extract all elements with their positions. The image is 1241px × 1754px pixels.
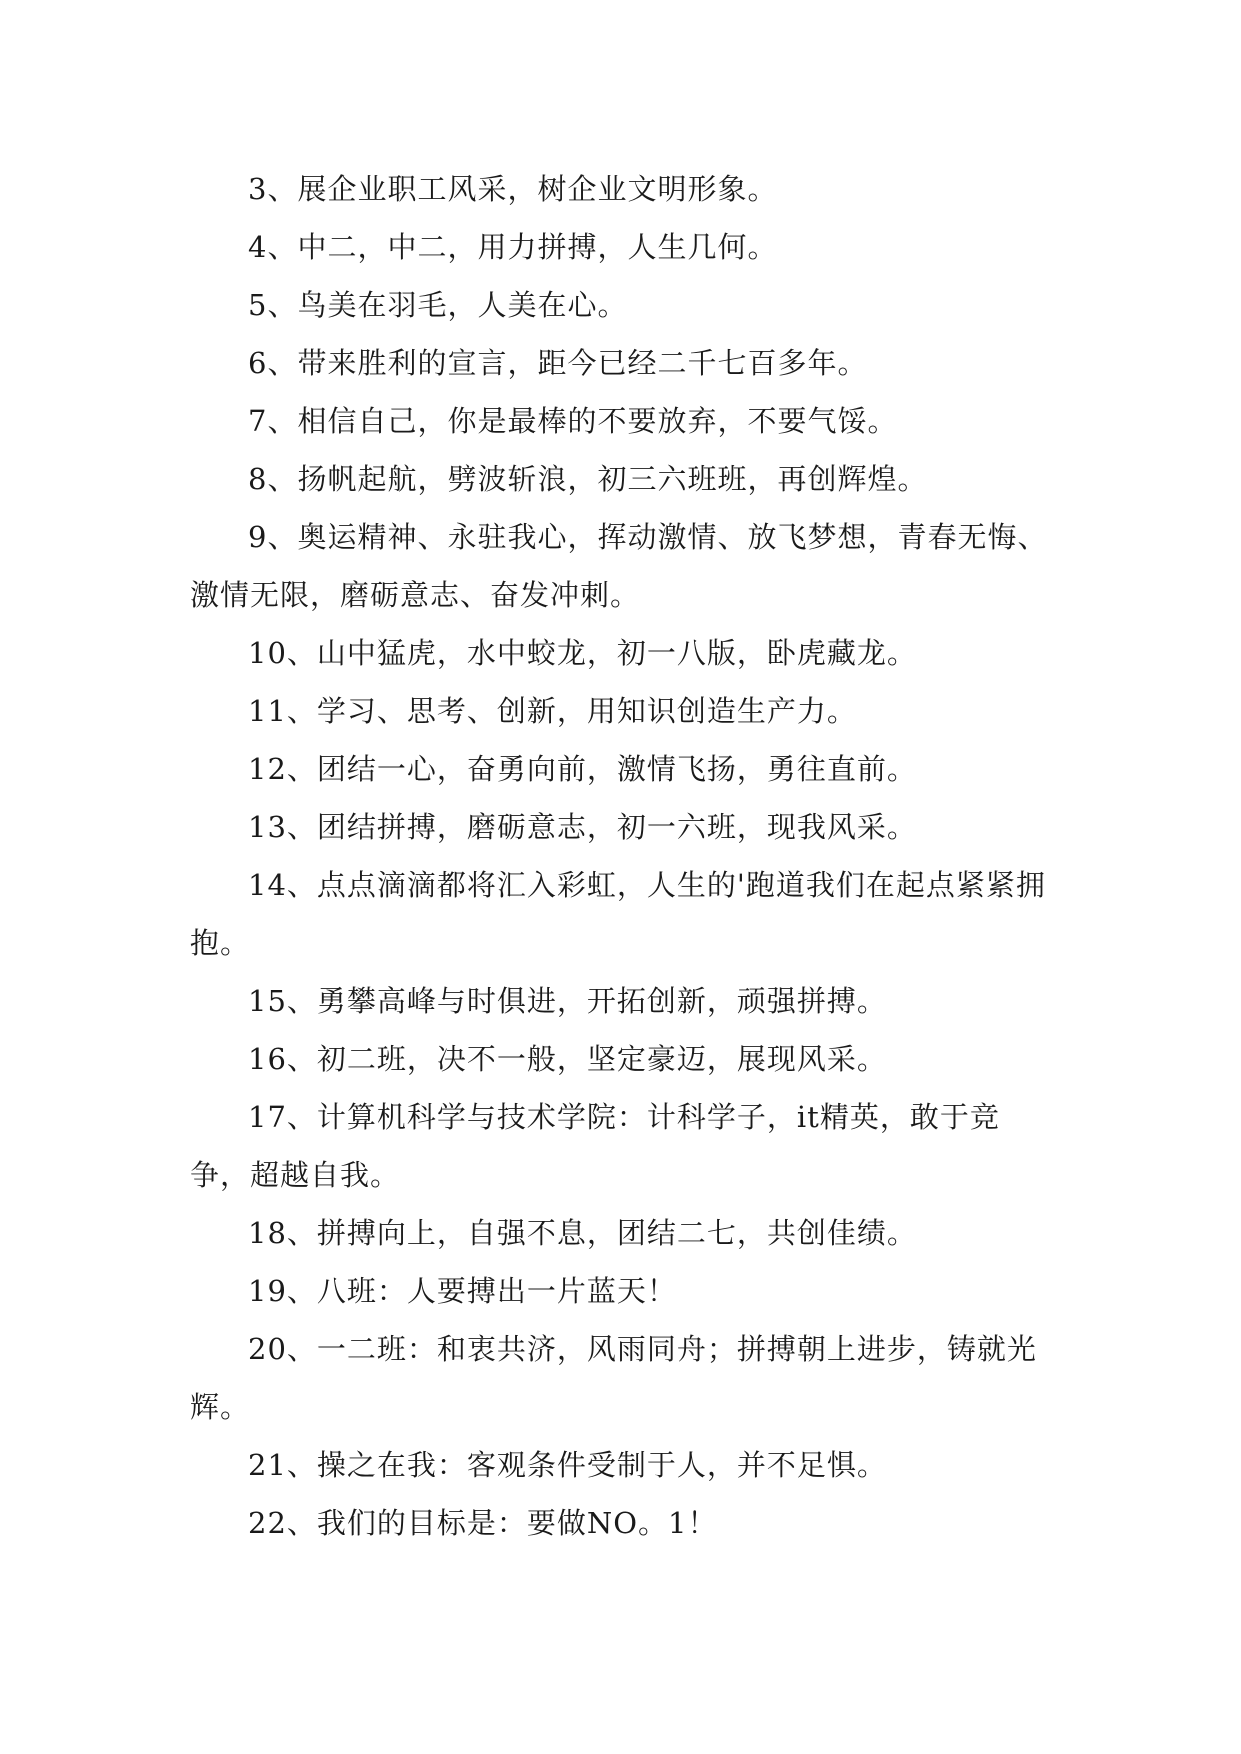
slogan-line: 4、中二，中二，用力拼搏，人生几何。: [248, 230, 778, 264]
document-body: [190, 160, 1050, 1552]
slogan-line: 6、带来胜利的宣言，距今已经二千七百多年。: [248, 346, 868, 380]
slogan-line: 8、扬帆起航，劈波斩浪，初三六班班，再创辉煌。: [248, 462, 928, 496]
slogan-line: 3、展企业职工风采，树企业文明形象。: [248, 172, 778, 206]
slogan-line: 14、点点滴滴都将汇入彩虹，人生的'跑道我们在起点紧紧拥抱。: [190, 868, 1046, 960]
slogan-line: 17、计算机科学与技术学院：计科学子，it精英，敢于竞争，超越自我。: [190, 1100, 1000, 1192]
slogan-line: 7、相信自己，你是最棒的不要放弃，不要气馁。: [248, 404, 898, 438]
slogan-line: 9、奥运精神、永驻我心，挥动激情、放飞梦想，青春无悔、激情无限，磨砺意志、奋发冲刺。: [190, 520, 1048, 612]
slogan-line: 12、团结一心，奋勇向前，激情飞扬，勇往直前。: [248, 752, 917, 786]
slogan-line: 10、山中猛虎，水中蛟龙，初一八版，卧虎藏龙。: [248, 636, 917, 670]
slogan-line: 22、我们的目标是：要做NO。1！: [248, 1506, 718, 1540]
slogan-line: 5、鸟美在羽毛，人美在心。: [248, 288, 628, 322]
slogan-line: 15、勇攀高峰与时俱进，开拓创新，顽强拼搏。: [248, 984, 887, 1018]
slogan-line: 13、团结拼搏，磨砺意志，初一六班，现我风采。: [248, 810, 917, 844]
slogan-line: 21、操之在我：客观条件受制于人，并不足惧。: [248, 1448, 887, 1482]
slogan-line: 11、学习、思考、创新，用知识创造生产力。: [248, 694, 857, 728]
slogan-line: 20、一二班：和衷共济，风雨同舟；拼搏朝上进步，铸就光辉。: [190, 1332, 1037, 1424]
slogan-line: 19、八班：人要搏出一片蓝天！: [248, 1274, 677, 1308]
slogan-line: 16、初二班，决不一般，坚定豪迈，展现风采。: [248, 1042, 887, 1076]
slogan-line: 18、拼搏向上，自强不息，团结二七，共创佳绩。: [248, 1216, 917, 1250]
